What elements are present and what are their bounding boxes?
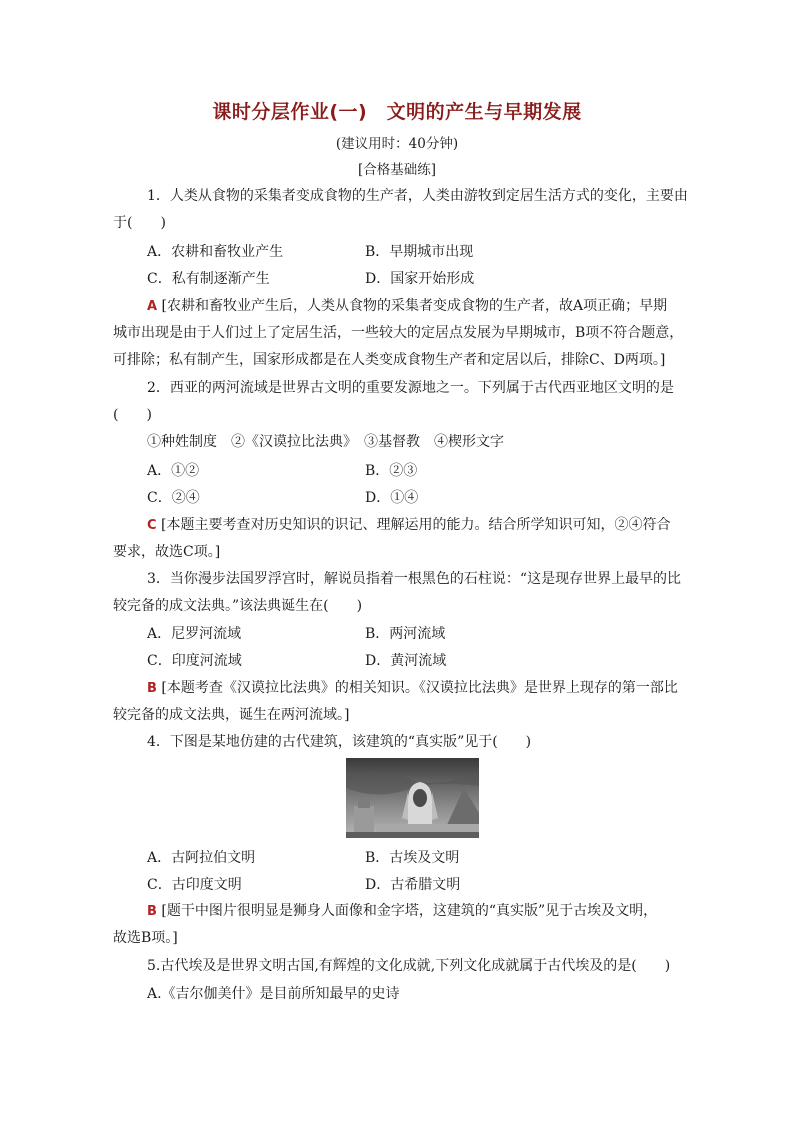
q4-option-c: C．古印度文明 — [147, 877, 242, 893]
q3-option-a: A．尼罗河流域 — [147, 626, 242, 642]
q4-stem-line1: 4．下图是某地仿建的古代建筑，该建筑的“真实版”见于( ) — [147, 734, 532, 750]
q2-explanation-line1 — [147, 515, 717, 536]
q4-explanation-text: [题干中图片很明显是狮身人面像和金字塔，这建筑的“真实版”见于古埃及文明， — [161, 903, 658, 919]
q3-option-d: D．黄河流域 — [365, 653, 447, 669]
q4-option-b: B．古埃及文明 — [365, 850, 460, 866]
q4-option-d: D．古希腊文明 — [365, 877, 461, 893]
q4-answer: B — [147, 904, 157, 919]
q1-answer: A — [147, 299, 158, 314]
q3-stem-line1: 3．当你漫步法国罗浮宫时，解说员指着一根黑色的石柱说：“这是现存世界上最早的比 — [147, 571, 682, 587]
q2-stem-line1: 2．西亚的两河流域是世界古文明的重要发源地之一。下列属于古代西亚地区文明的是 — [147, 380, 674, 396]
q2-option-a: A．①② — [147, 463, 200, 479]
q3-explanation-line2: 较完备的成文法典，诞生在两河流域。] — [113, 707, 350, 723]
q1-option-a: A．农耕和畜牧业产生 — [147, 244, 284, 260]
q1-stem-line2: 于( ) — [113, 215, 166, 231]
q1-explanation-text: [农耕和畜牧业产生后，人类从食物的采集者变成食物的生产者，故A项正确；早期 — [161, 298, 668, 314]
q2-explanation-text: [本题主要考查对历史知识的识记、理解运用的能力。结合所学知识可知，②④符合 — [161, 517, 671, 533]
q5-option-a: A.《吉尔伽美什》是目前所知最早的史诗 — [147, 986, 400, 1002]
q2-answer: C — [147, 518, 157, 533]
page-title: 课时分层作业(一) 文明的产生与早期发展 — [212, 101, 582, 123]
q1-stem-line1: 1．人类从食物的采集者变成食物的生产者，人类由游牧到定居生活方式的变化，主要由 — [147, 188, 688, 204]
q3-explanation-line1 — [147, 678, 717, 699]
q1-option-d: D．国家开始形成 — [365, 271, 475, 287]
q3-option-b: B．两河流域 — [365, 626, 446, 642]
section-heading: [合格基础练] — [357, 162, 437, 178]
q1-explanation-line3: 可排除；私有制产生，国家形成都是在人类变成食物生产者和定居以后，排除C、D两项。] — [113, 352, 666, 368]
q1-option-c: C．私有制逐渐产生 — [147, 271, 270, 287]
q3-explanation-text: [本题考查《汉谟拉比法典》的相关知识。《汉谟拉比法典》是世界上现存的第一部比 — [161, 680, 678, 696]
q4-option-a: A．古阿拉伯文明 — [147, 850, 256, 866]
q1-option-b: B．早期城市出现 — [365, 244, 474, 260]
q4-explanation-line1 — [147, 901, 717, 922]
q4-explanation-line2: 故选B项。] — [113, 930, 178, 946]
q2-option-b: B．②③ — [365, 463, 418, 479]
q3-answer: B — [147, 681, 157, 696]
q3-option-c: C．印度河流域 — [147, 653, 242, 669]
q3-stem-line2: 较完备的成文法典。”该法典诞生在( ) — [113, 598, 363, 614]
q2-option-d: D．①④ — [365, 490, 419, 506]
time-hint: (建议用时：40分钟) — [335, 136, 459, 152]
q2-items: ①种姓制度 ②《汉谟拉比法典》 ③基督教 ④楔形文字 — [147, 434, 504, 450]
q5-stem-line1: 5.古代埃及是世界文明古国,有辉煌的文化成就,下列文化成就属于古代埃及的是( ) — [147, 958, 671, 974]
q1-explanation-line1 — [147, 296, 717, 317]
sphinx-pyramid-photo — [346, 758, 479, 838]
q2-explanation-line2: 要求，故选C项。] — [113, 544, 221, 560]
q2-option-c: C．②④ — [147, 490, 200, 506]
q1-explanation-line2: 城市出现是由于人们过上了定居生活，一些较大的定居点发展为早期城市，B项不符合题意， — [113, 325, 684, 341]
q2-stem-line2: ( ) — [113, 407, 152, 423]
